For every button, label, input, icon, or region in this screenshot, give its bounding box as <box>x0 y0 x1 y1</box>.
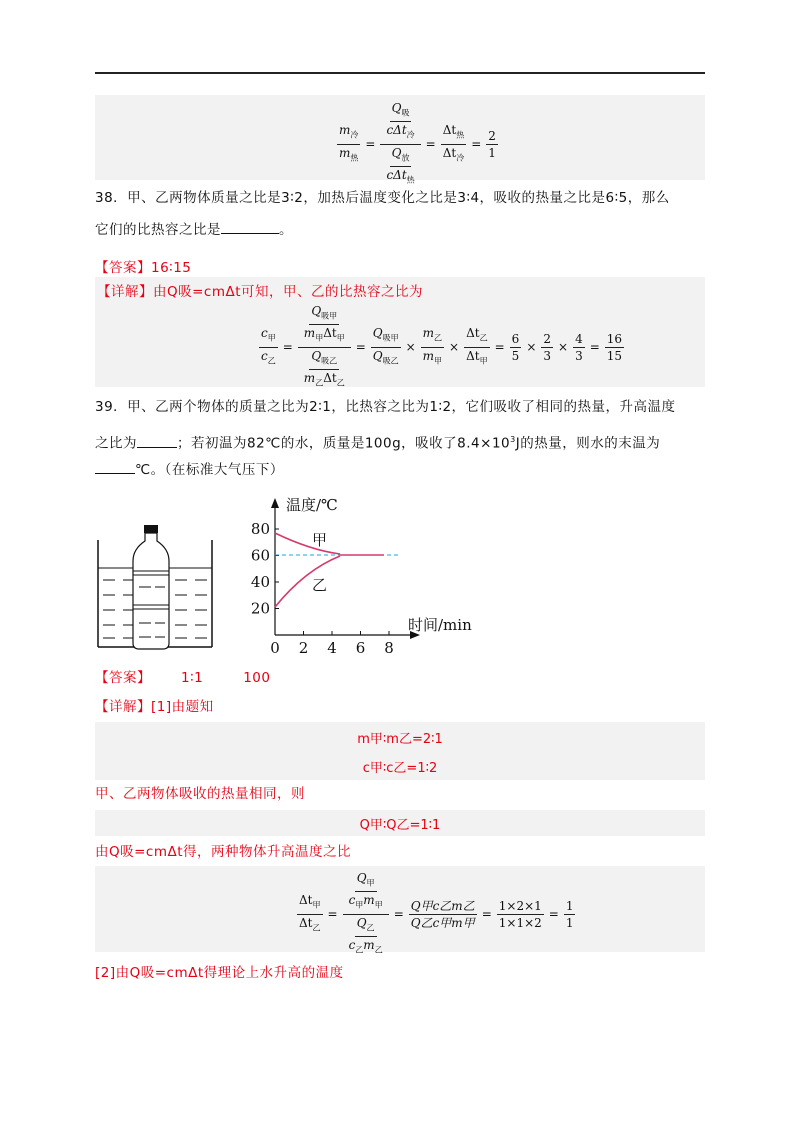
q39-same-heat: 甲、乙两物体吸收的热量相同，则 <box>95 786 305 802</box>
q39-equation: $\frac{\Delta t_甲}{\Delta t_乙}$ = $\frac{\frac{Q_甲}{c_甲m_甲}}{\frac{Q_乙}{c_乙m_乙}}$ = $\frac{\text{Q甲c乙m乙}}{\text{Q乙c甲m甲}}$ = $\frac{1\times 2\times 1}{1\times 1\times 2}$ = $\frac{1}{1}$ <box>299 871 574 955</box>
bottle-cap <box>144 525 158 533</box>
label-yi: 乙 <box>312 576 328 594</box>
x-tick-label: 4 <box>327 639 337 655</box>
bottle-in-water-figure <box>95 525 215 655</box>
y-tick-label: 40 <box>250 573 270 591</box>
bottle <box>133 533 169 649</box>
y-tick-label: 60 <box>250 546 270 565</box>
q39-answer: 【答案】 1∶1 100 <box>95 670 271 686</box>
q39-question-line2: 之比为 ；若初温为82℃的水，质量是100g，吸收了$8.4\times 10^3J$的热量，则水的末温为 <box>95 435 661 452</box>
q39-question-line1: 39．甲、乙两个物体的质量之比为2∶1，比热容之比为1∶2，它们吸收了相同的热量，升高温度 <box>95 399 676 415</box>
q39-detail: 【详解】[1]由题知 <box>95 699 214 715</box>
x-tick-label: 8 <box>384 639 394 655</box>
prev-equation: $\frac{m_冷}{m_热}$ = $\frac{\frac{Q_吸}{c\Delta t_冷}}{\frac{Q_放}{c\Delta t_热}}$ = $\frac{\Delta t_热}{\Delta t_冷}$ = $\frac{2}{1}$ <box>339 101 496 185</box>
y-axis-arrow <box>271 498 279 508</box>
curve-jia <box>275 533 340 554</box>
mass-ratio: m甲∶m乙=2∶1 <box>357 732 443 747</box>
specific-heat-ratio: c甲∶c乙=1∶2 <box>362 761 438 776</box>
x-tick-label: 6 <box>355 639 366 655</box>
x-tick-label: 0 <box>270 639 280 655</box>
q38-question-line2: 它们的比热容之比是 。 <box>95 222 293 238</box>
heat-ratio: Q甲∶Q乙=1∶1 <box>359 818 441 833</box>
temperature-time-graph <box>250 490 480 655</box>
q38-answer: 【答案】16∶15 <box>95 260 192 276</box>
q39-formula-line: 由Q吸=cmΔt得，两种物体升高温度之比 <box>95 844 352 860</box>
graph-xlabel: 时间/min <box>408 616 472 634</box>
header-rule <box>95 72 705 74</box>
q38-equation: $\frac{c_甲}{c_乙}$ = $\frac{\frac{Q_{吸甲}}{m_甲\Delta t_甲}}{\frac{Q_{吸乙}}{m_乙\Delta t_乙}}$ = $\frac{Q_{吸甲}}{Q_{吸乙}}$ × $\frac{m_乙}{m_甲}$ × $\frac{\Delta t_乙}{\Delta t_甲}$ = $\frac{6}{5}$ × $\frac{2}{3}$ × $\frac{4}{3}$ = $\frac{16}{15}$ <box>261 304 623 388</box>
q39-question-line3: ℃。（在标准大气压下） <box>95 455 705 486</box>
q38-detail: 【详解】由Q吸=cmΔt可知，甲、乙的比热容之比为 <box>97 284 424 300</box>
graph-ylabel: 温度/℃ <box>286 496 338 514</box>
label-jia: 甲 <box>312 531 328 549</box>
q38-question-line1: 38．甲、乙两物体质量之比是3∶2，加热后温度变化之比是3∶4，吸收的热量之比是6∶5，那么 <box>95 190 670 206</box>
curve-yi <box>275 556 340 607</box>
y-tick-label: 20 <box>250 599 270 618</box>
y-tick-label: 80 <box>250 520 270 538</box>
q39-part2: [2]由Q吸=cmΔt得理论上水升高的温度 <box>95 965 344 981</box>
x-tick-label: 2 <box>298 639 309 655</box>
